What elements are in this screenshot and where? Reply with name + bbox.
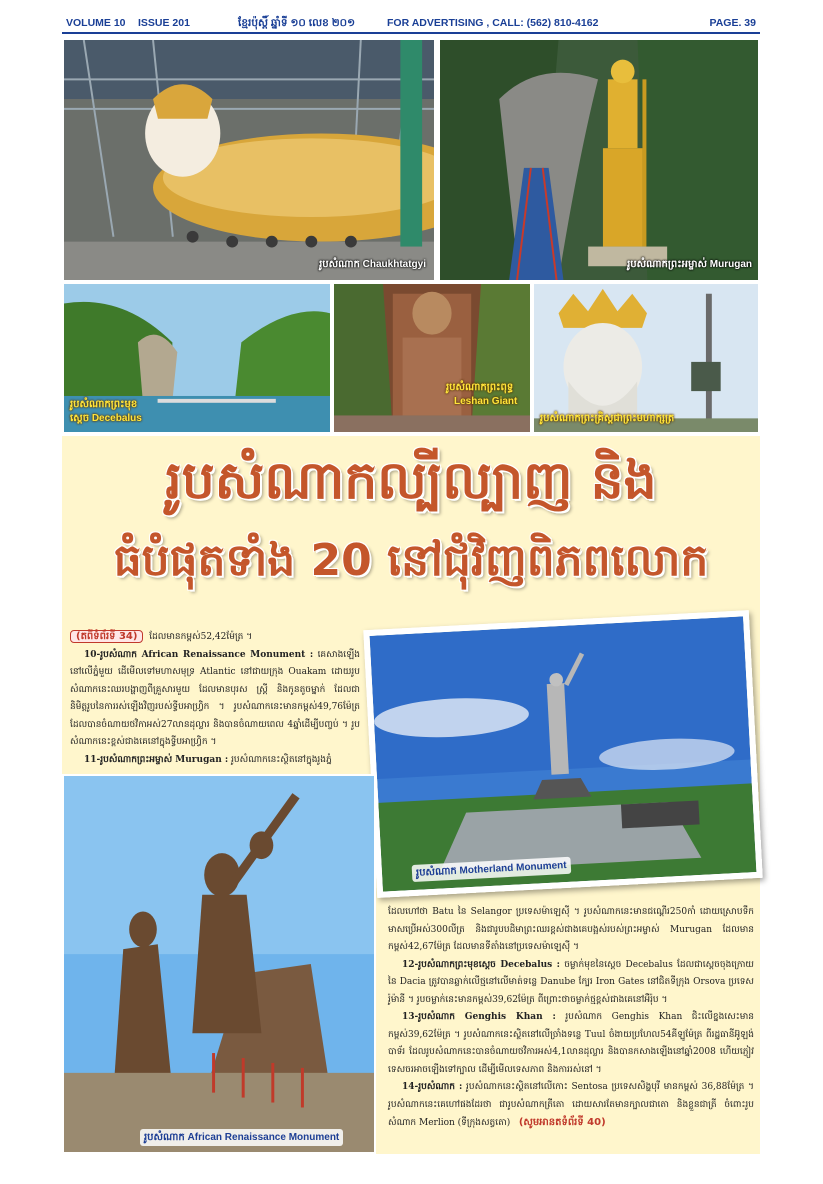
article-column-top: [70, 628, 360, 769]
khmer-date-label: ខ្មែរប៉ុស្ដិ៍ ឆ្នាំទី ១០ លេខ ២០១: [238, 17, 356, 29]
header-rule: [62, 32, 760, 34]
african-renaissance-photo: [62, 774, 376, 1154]
advertising-label: FOR ADVERTISING , CALL: (562) 810-4162: [387, 17, 599, 29]
issue-label: ISSUE 201: [138, 17, 190, 29]
item-13-text: រូបសំណាក Genghis Khan ជិះលើខ្នងសេះមានកម្ពស់39,62ម៉ែត្រ ។ រូបសំណាកនេះស្ថិតនៅលើច្រាំងទន្លេ Tuul ចំងាយប្រហែល54គីឡូម៉ែត្រ ពីរដ្ឋធានីអ៊ូឡង់បាទ័រ ដែលរូបសំណាកនេះបានចំណាយថវិការអស់4,1លានដុល្លារ និងបានកសាងឡើងនៅឆ្នាំ2008 ហើយភ្ញៀវទេសចរអាចឡើងទៅក្បាល ដើម្បីមើលទេសភាព និងការរស់នៅ ។: [388, 1012, 754, 1075]
page-header: [62, 14, 760, 32]
page-number: PAGE. 39: [709, 17, 756, 29]
christ-king-caption: រូបសំណាកព្រះគ្រិស្ដជាព្រះមហាក្សត្រ: [540, 413, 675, 424]
murugan-photo: [438, 38, 760, 282]
continued-to-label: (សូមអានតទំព័រទី 40): [518, 1117, 606, 1128]
title-line-1: រូបសំណាកល្បីល្បាញ និង: [165, 451, 657, 511]
item-12-label: 12-រូបសំណាកព្រះមុខស្ដេច Decebalus :: [402, 959, 561, 970]
item-11-continued: ដែលហៅថា Batu នៃ Selangor ប្រទេសម៉ាឡេស៊ី ។ រូបសំណាកនេះមានជណ្ដើរ250កាំ ដោយស្រោបទឹកមាសប្រើអស់300លីត្រ និងជារូបបដិមាព្រះឈរខ្ពស់ជាងគេបង្អស់របស់ព្រះអម្ចាស់ Murugan ដែលមានកម្ពស់42,67ម៉ែត្រ ដែលមានទីតាំងនៅប្រទេសម៉ាឡេស៊ី ។: [388, 907, 754, 952]
item-14-text: រូបសំណាកនេះស្ថិតនៅលើកោះ Sentosa ប្រទេសសិង្ហបុរី មានកម្ពស់ 36,88ម៉ែត្រ ។ រូបសំណាកនេះគេហៅផងដែរថា ជារូបសំណាកត្រីតោ ដោយសារតែមានក្បាលជាតោ និងខ្លួនជាត្រី ចំពោះរូបសំណាក Merlion (ទីក្រុងសត្វតោ): [388, 1082, 754, 1128]
item-11-text: រូបសំណាកនេះស្ថិតនៅក្នុងរូងភ្នំ: [228, 754, 332, 765]
motherland-photo: [363, 610, 762, 898]
chaukhtatgyi-photo: [62, 38, 436, 282]
decebalus-caption-line2: ស្ដេច Decebalus: [70, 413, 142, 424]
christ-king-photo: [532, 282, 760, 434]
item-10-label: 10-រូបសំណាក African Renaissance Monument :: [84, 649, 314, 660]
volume-label: VOLUME 10: [66, 17, 126, 29]
item-11-label: 11-រូបសំណាកព្រះអម្ចាស់ Murugan :: [84, 754, 229, 765]
item-12-text: ចម្លាក់មុខនៃស្ដេច Decebalus ដែលជាស្ដេចចុងក្រោយនៃ Dacia ត្រូវបានឆ្លាក់លើថ្មនៅលើមាត់ទន្លេ Danube ក្បែរ Iron Gates នៅជិតទីក្រុង Orsova ប្រទេសរ៉ូម៉ានី ។ រូបចម្លាក់នេះមានកម្ពស់39,62ម៉ែត្រ ពីព្រោះថាចម្លាក់ថ្មខ្ពស់ជាងគេនៅអឺរ៉ុប ។: [388, 959, 754, 1005]
article-para-0: ដែលមានកម្ពស់52,42ម៉ែត្រ ។: [149, 632, 253, 642]
chaukhtatgyi-caption: រូបសំណាក Chaukhtatgyi: [319, 259, 426, 270]
leshan-caption-line1: រូបសំណាកព្រះពុទ្ធ: [446, 382, 514, 393]
item-10-text: គេសាងឡើងនៅលើភ្នំមួយ ដើមើលទៅមហាសមុទ្រ Atlantic នៅជាយក្រុង Ouakam ដោយរូបសំណាកនេះឈរបង្ហាញពីគ្រួសារមួយ ដែលមានបុរស ស្ត្រី និងកូនតូចម្នាក់ ដែលជានិមិត្តរូបនៃការរស់ឡើងវិញរបស់ទ្វីបអាហ្វ្រិក ។ រូបសំណាកនេះមានកម្ពស់49,76ម៉ែត្រ ដែលបានចំណាយថវិកាអស់27លានដុល្លារ និងបានចំណាយពេល 4ឆ្នាំដើម្បីបញ្ចប់ ។ រូបសំណាកនេះខ្ពស់ជាងគេនៅក្នុងទ្វីបអាហ្វ្រិក ។: [70, 649, 360, 747]
leshan-photo: [332, 282, 532, 434]
item-13-label: 13-រូបសំណាក Genghis Khan :: [402, 1012, 556, 1022]
motherland-caption: រូបសំណាក Motherland Monument: [412, 857, 571, 882]
title-line-2: ធំបំផុតទាំង 20 នៅជុំវិញពិភពលោក: [113, 535, 709, 586]
murugan-caption: រូបសំណាកព្រះអម្ចាស់ Murugan: [627, 259, 752, 270]
leshan-caption-line2: Leshan Giant: [454, 396, 518, 407]
continued-from-label: (តពីទំព័រទី 34): [70, 630, 143, 643]
item-14-label: 14-រូបសំណាក :: [402, 1082, 463, 1092]
decebalus-caption-line1: រូបសំណាកព្រះមុខ: [70, 399, 138, 410]
article-column-bottom: [388, 904, 754, 1133]
decebalus-photo: [62, 282, 332, 434]
african-caption: រូបសំណាក African Renaissance Monument: [140, 1129, 343, 1146]
